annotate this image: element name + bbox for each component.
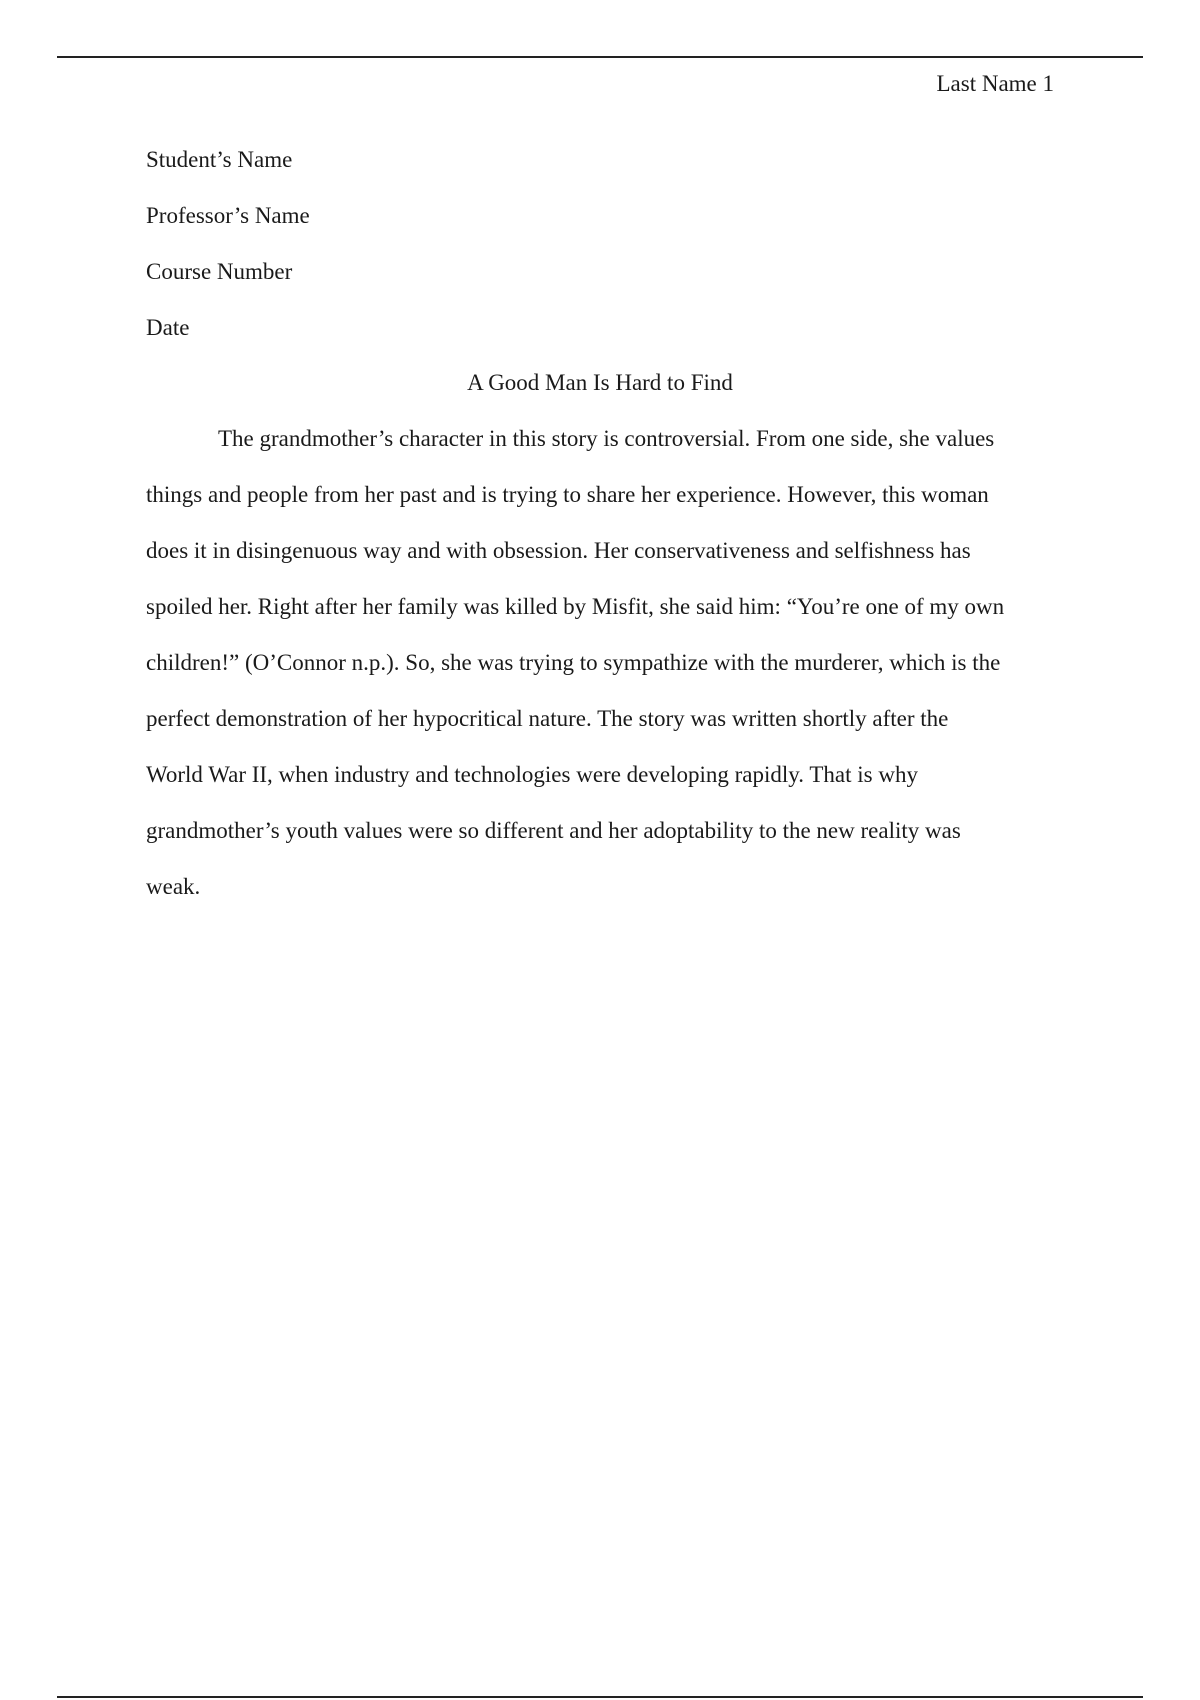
student-heading-block (146, 143, 1054, 367)
paragraph-line: things and people from her past and is trying to share her experience. However, this woman (146, 482, 989, 507)
paragraph-line: perfect demonstration of her hypocritical nature. The story was written shortly after the (146, 706, 949, 731)
paragraph-line: spoiled her. Right after her family was killed by Misfit, she said him: “You’re one of my own (146, 594, 1005, 619)
running-head: Last Name 1 (936, 71, 1054, 96)
paragraph-line: World War II, when industry and technologies were developing rapidly. That is why (146, 762, 918, 787)
paragraph-line: The grandmother’s character in this story is controversial. From one side, she values (218, 426, 995, 451)
course-number: Course Number (146, 259, 293, 284)
professor-name: Professor’s Name (146, 203, 310, 228)
body-paragraph (146, 422, 1054, 926)
paragraph-line: does it in disingenuous way and with obsession. Her conservativeness and selfishness has (146, 538, 971, 563)
paragraph-line: children!” (O’Connor n.p.). So, she was trying to sympathize with the murderer, which is the (146, 650, 1001, 675)
paper-title: A Good Man Is Hard to Find (467, 370, 733, 395)
date: Date (146, 315, 190, 340)
paragraph-line: weak. (146, 874, 201, 899)
top-border-rule (57, 56, 1143, 58)
student-name: Student’s Name (146, 147, 293, 172)
paragraph-line: grandmother’s youth values were so different and her adoptability to the new reality was (146, 818, 961, 843)
bottom-border-rule (57, 1696, 1143, 1698)
